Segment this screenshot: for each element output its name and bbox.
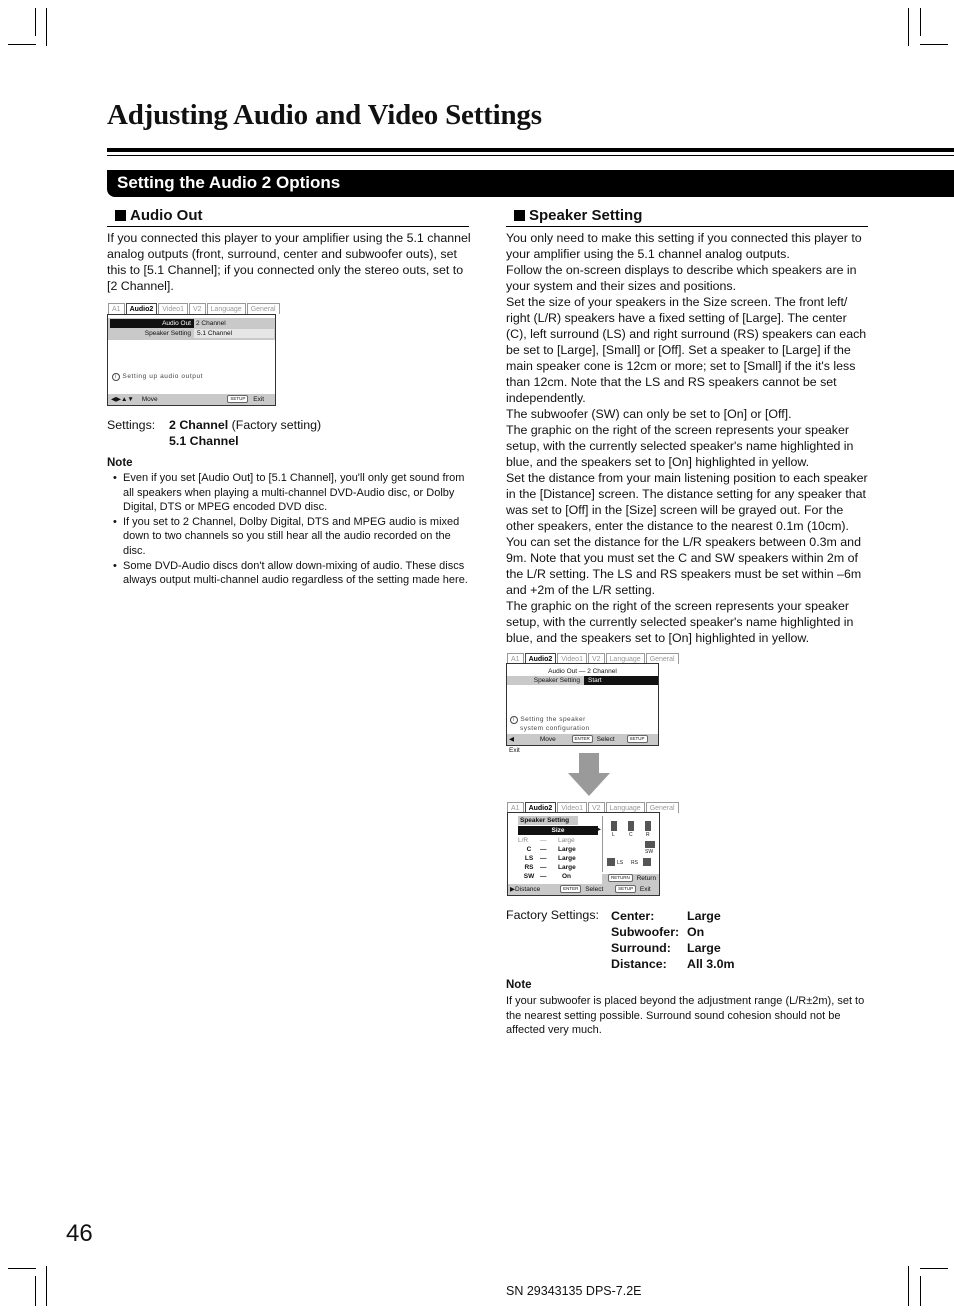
note-item: • Even if you set [Audio Out] to [5.1 Channel], you'll only get sound from all speakers when playing a multi-channel DVD-Audio disc, or Dolby Digital, DTS or MPEG encoded DVD disc.: [107, 471, 471, 515]
crop-mark: [908, 1266, 909, 1306]
title-rule-thin: [107, 155, 954, 156]
setup-key-icon: SETUP: [627, 735, 648, 743]
crop-mark: [908, 8, 909, 46]
crop-mark: [920, 8, 921, 36]
paragraph: You only need to make this setting if you connected this player to your amplifier using the 5.1 channel analog outputs.: [506, 231, 862, 261]
tab-v2: V2: [189, 303, 206, 314]
return-label: Return: [636, 875, 657, 882]
osd-info: i Setting up audio output: [112, 372, 203, 381]
speaker-r-label: R: [646, 832, 650, 838]
crop-mark: [920, 44, 948, 45]
size-row-sw: SW — On: [523, 873, 572, 880]
audio-out-screen: [107, 314, 276, 406]
audio-out-heading: [107, 207, 469, 227]
arrow-right-icon: ▶: [510, 886, 515, 893]
setting-51ch: 5.1 Channel: [169, 434, 239, 448]
speaker-ls-label: LS: [617, 860, 624, 866]
osd-return-bar: [602, 874, 659, 884]
factory-row: Subwoofer: On: [611, 925, 705, 939]
osd-header: Speaker Setting: [518, 816, 578, 825]
osd-start-button: Start: [584, 676, 658, 685]
osd-row-speaker-setting: Speaker Setting: [507, 676, 658, 685]
tab-general: General: [247, 303, 280, 314]
audio-out-body: If you connected this player to your amplifier using the 5.1 channel analog outputs (front, surround, center and subwoofer outs), set this to [5.1 Channel]; if you connected only the stereo outs, set to [2 Channel].: [107, 231, 471, 293]
osd-menu-item-speaker-setting: Speaker Setting: [144, 330, 191, 337]
nav-exit: Exit: [253, 396, 265, 403]
arrow-keys-icon: ◀▶▲▼: [111, 396, 134, 403]
enter-key-icon: ENTER: [560, 885, 581, 893]
exit-label: Exit: [639, 886, 651, 893]
osd-nav-bar: ◀ Move ENTER Select SETUP Exit: [507, 734, 658, 745]
paragraph: The graphic on the right of the screen represents your speaker setup, with the currently selected speaker's name highlighted in blue, and the speakers set to [On] highlighted in yellow.: [506, 423, 854, 469]
footer-code: SN 29343135 DPS-7.2E: [506, 1284, 642, 1298]
size-row-ls: LS — Large: [524, 855, 576, 862]
select-label: Select: [585, 886, 604, 893]
speaker-setting-body: [506, 230, 870, 646]
osd-tabs: [108, 303, 281, 314]
speaker-l-icon: [611, 821, 617, 831]
speaker-diagram: [602, 816, 659, 872]
tab-general: General: [646, 653, 679, 664]
setting-2ch-value: 2 Channel: [169, 418, 229, 432]
speaker-c-icon: [628, 821, 634, 831]
note-item: • Some DVD-Audio discs don't allow down-mixing of audio. These discs always output multi-channel audio regardless of the setting made here.: [107, 559, 471, 588]
factory-settings-label: Factory Settings:: [506, 908, 599, 922]
note-list-left: [107, 471, 471, 588]
page-title: Adjusting Audio and Video Settings: [107, 99, 542, 131]
tab-language: Language: [207, 303, 246, 314]
osd-menu-item-audio-out: Audio Out: [110, 319, 194, 328]
note-heading-right: Note: [506, 979, 532, 991]
size-row-lr: L/R — Large: [518, 837, 575, 844]
tab-v2: V2: [588, 653, 605, 664]
crop-mark: [46, 1266, 47, 1306]
arrow-left-icon: ◀: [509, 736, 514, 743]
tab-video1: Video1: [158, 303, 188, 314]
page-number: 46: [66, 1220, 93, 1247]
tab-a1: A1: [507, 802, 524, 813]
osd-row-audio-out: Audio Out — 2 Channel: [548, 668, 617, 675]
osd-info: i Setting the speaker system configuration: [510, 715, 590, 733]
crop-mark: [8, 1268, 36, 1269]
distance-label: Distance: [515, 886, 541, 893]
osd-menu-value-51ch: 5.1 Channel: [194, 329, 274, 338]
crop-mark: [35, 8, 36, 36]
size-screen: [507, 812, 660, 896]
tab-audio2: Audio2: [126, 303, 158, 314]
note-text-right: If your subwoofer is placed beyond the adjustment range (L/R±2m), set to the nearest setting possible. Surround sound cohesion should not be affected very much.: [506, 995, 865, 1037]
setting-2ch: [169, 417, 321, 433]
paragraph: Set the distance from your main listening position to each speaker in the [Distance] screen. The distance setting for any speaker that was set to [Off] in the [Size] screen will be grayed out. For the other speakers, enter the distance to the nearest 0.1m (10cm). You can set the distance for the L/R speakers between 0.3m and 9m. Note that you must set the C and SW speakers within 2m of the L/R setting. The LS and RS speakers must be set within –6m and +2m of the L/R setting.: [506, 471, 868, 597]
speaker-c-label: C: [629, 832, 633, 838]
square-bullet-icon: [115, 210, 126, 221]
speaker-rs-icon: [643, 858, 651, 866]
crop-mark: [35, 1276, 36, 1306]
osd-nav-bar: [508, 884, 659, 895]
osd-menu-value-2ch: 2 Channel: [196, 320, 226, 327]
speaker-setting-screen: [506, 663, 659, 754]
size-row-c: C — Large: [526, 846, 576, 853]
title-rule: [107, 148, 954, 152]
tab-audio2: Audio2: [525, 653, 557, 664]
crop-mark: [920, 1276, 921, 1306]
settings-label: Settings:: [107, 418, 156, 432]
size-row-rs: RS — Large: [524, 864, 576, 871]
setup-key-icon: SETUP: [615, 885, 636, 893]
crop-mark: [46, 8, 47, 46]
factory-row: Center: Large: [611, 909, 721, 923]
info-icon: i: [112, 373, 120, 381]
note-item: • If you set to 2 Channel, Dolby Digital, DTS and MPEG audio is mixed down to two channels so you still hear all the audio recorded on the disc.: [107, 515, 471, 559]
arrow-down-icon: [566, 753, 612, 797]
tab-language: Language: [606, 653, 645, 664]
osd-size-tab: Size: [518, 826, 598, 835]
audio-out-heading-text: Audio Out: [130, 207, 203, 224]
factory-row: Distance: All 3.0m: [611, 957, 735, 971]
section-title: Setting the Audio 2 Options: [117, 173, 341, 192]
factory-row: Surround: Large: [611, 941, 721, 955]
speaker-sw-label: SW: [645, 849, 654, 855]
return-key-icon: RETURN: [608, 874, 633, 882]
speaker-setting-heading: [506, 207, 868, 227]
paragraph: The graphic on the right of the screen represents your speaker setup, with the currently selected speaker's name highlighted in blue, and the speakers set to [On] highlighted in yellow.: [506, 599, 854, 645]
tab-audio2: Audio2: [525, 802, 557, 813]
speaker-sw-icon: [645, 841, 655, 848]
osd-nav-bar: [108, 394, 275, 405]
factory-settings-table: [611, 908, 735, 972]
note-heading-left: Note: [107, 457, 133, 469]
speaker-ls-icon: [607, 858, 615, 866]
square-bullet-icon: [514, 210, 525, 221]
section-banner: [107, 170, 954, 197]
crop-mark: [8, 44, 36, 45]
paragraph: Set the size of your speakers in the Size screen. The front left/ right (L/R) speakers have a fixed setting of [Large]. The center (C), left surround (LS) and right surround (RS) speakers can each be set to [Large], [Small] or [Off]. Set a speaker to [Large] if the main speaker cone is 12cm or more; set to [Small] if the it's less than 12cm. Note that the LS and RS speakers cannot be set independently.: [506, 295, 867, 405]
tab-video1: Video1: [557, 653, 587, 664]
paragraph: Follow the on-screen displays to describe which speakers are in your system and their sizes and positions.: [506, 263, 857, 293]
size-selector-arrow-icon: ▶: [596, 826, 601, 833]
info-icon: i: [510, 716, 518, 724]
speaker-l-label: L: [612, 832, 615, 838]
paragraph: The subwoofer (SW) can only be set to [On] or [Off].: [506, 407, 792, 421]
nav-move: Move: [141, 396, 158, 403]
crop-mark: [920, 1268, 948, 1269]
tab-general: General: [646, 802, 679, 813]
tab-language: Language: [606, 802, 645, 813]
tab-v2: V2: [588, 802, 605, 813]
tab-video1: Video1: [557, 802, 587, 813]
speaker-setting-heading-text: Speaker Setting: [529, 207, 643, 224]
setup-key-icon: SETUP: [227, 395, 248, 403]
enter-key-icon: ENTER: [572, 735, 593, 743]
speaker-r-icon: [645, 821, 651, 831]
setting-2ch-note: (Factory setting): [231, 418, 322, 432]
tab-a1: A1: [108, 303, 125, 314]
speaker-rs-label: RS: [631, 860, 638, 866]
tab-a1: A1: [507, 653, 524, 664]
